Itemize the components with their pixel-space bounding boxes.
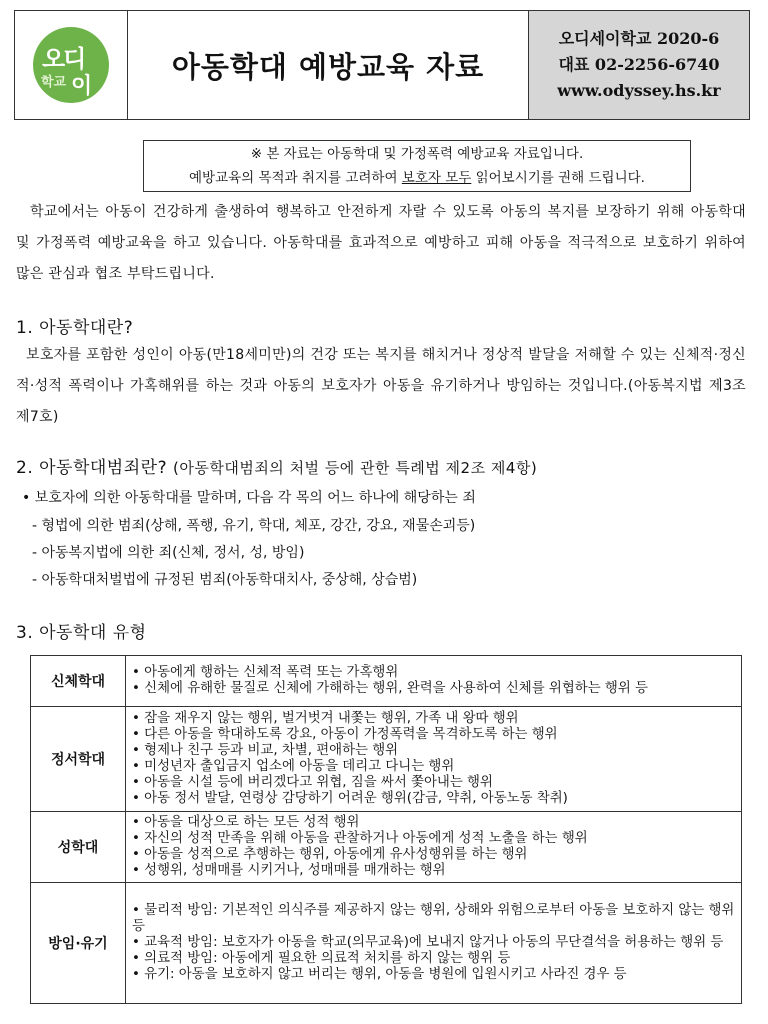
logo-text-right: 이 xyxy=(71,74,93,99)
section-2-heading xyxy=(16,453,537,478)
section-1-heading: 1. 아동학대란? xyxy=(16,318,134,338)
category-cell: 방임·유기 xyxy=(31,883,126,1004)
notice-line-2-pre: 예방교육의 목적과 취지를 고려하여 xyxy=(189,170,402,186)
section-2-title: 2. 아동학대범죄란? xyxy=(16,458,168,478)
school-url: www.odyssey.hs.kr xyxy=(557,81,721,100)
category-cell: 정서학대 xyxy=(31,707,126,812)
school-phone: 대표 02-2256-6740 xyxy=(558,55,720,74)
list-item: • 교육적 방임: 보호자가 아동을 학교(의무교육)에 보내지 않거나 아동의 무단결석을 허용하는 행위 등 xyxy=(132,934,724,950)
list-item: • 아동에게 행하는 신체적 폭력 또는 가혹행위 xyxy=(132,664,399,680)
list-item: • 아동 정서 발달, 연령상 감당하기 어려운 행위(감금, 약취, 아동노동 착취) xyxy=(132,790,568,806)
list-item: • 형제나 친구 등과 비교, 차별, 편애하는 행위 xyxy=(132,742,399,758)
table-row xyxy=(31,812,742,883)
section-3-heading: 3. 아동학대 유형 xyxy=(16,623,147,643)
list-item: • 성행위, 성매매를 시키거나, 성매매를 매개하는 행위 xyxy=(132,862,446,878)
table-row xyxy=(31,883,742,1004)
list-item: • 미성년자 출입금지 업소에 아동을 데리고 다니는 행위 xyxy=(132,758,455,774)
document-header xyxy=(14,10,750,120)
list-item: • 자신의 성적 만족을 위해 아동을 관찰하거나 아동에게 성적 노출을 하는 행위 xyxy=(132,830,588,846)
list-item: • 의료적 방임: 아동에게 필요한 의료적 처치를 하지 않는 행위 등 xyxy=(132,950,511,966)
table-row xyxy=(31,656,742,707)
school-info xyxy=(529,11,749,119)
title-cell xyxy=(128,11,529,119)
section-2-item: - 아동복지법에 의한 죄(신체, 정서, 성, 방임) xyxy=(32,545,305,561)
category-cell: 신체학대 xyxy=(31,656,126,707)
description-cell xyxy=(126,707,742,812)
category-cell: 성학대 xyxy=(31,812,126,883)
description-cell xyxy=(126,812,742,883)
list-item: • 유기: 아동을 보호하지 않고 버리는 행위, 아동을 병원에 입원시키고 사라진 경우 등 xyxy=(132,966,627,982)
notice-underline: 보호자 모두 xyxy=(401,170,472,186)
list-item: • 신체에 유해한 물질로 신체에 가해하는 행위, 완력을 사용하여 신체를 위협하는 행위 등 xyxy=(132,680,648,696)
school-logo xyxy=(33,27,109,103)
section-2-item: - 아동학대처벌법에 규정된 범죄(아동학대치사, 중상해, 상습범) xyxy=(32,572,418,588)
logo-text-top: 오디 xyxy=(42,45,85,73)
description-cell xyxy=(126,883,742,1004)
notice-line-1: ※ 본 자료는 아동학대 및 가정폭력 예방교육 자료입니다. xyxy=(250,146,584,162)
logo-cell xyxy=(15,11,128,119)
notice-box xyxy=(143,140,691,192)
section-2-bullet: • 보호자에 의한 아동학대를 말하며, 다음 각 목의 어느 하나에 해당하는 죄 xyxy=(22,490,476,506)
list-item: • 잠을 재우지 않는 행위, 벌거벗겨 내쫓는 행위, 가족 내 왕따 행위 xyxy=(132,710,519,726)
page-title: 아동학대 예방교육 자료 xyxy=(171,49,485,84)
list-item: • 아동을 대상으로 하는 모든 성적 행위 xyxy=(132,814,360,830)
notice-line-2 xyxy=(144,166,690,190)
list-item: • 아동을 시설 등에 버리겠다고 위협, 짐을 싸서 쫓아내는 행위 xyxy=(132,774,493,790)
logo-text-left: 학교 xyxy=(41,75,67,90)
abuse-types-table xyxy=(30,655,742,1004)
notice-line-2-post: 읽어보시기를 권해 드립니다. xyxy=(471,170,645,186)
list-item: • 다른 아동을 학대하도록 강요, 아동이 가정폭력을 목격하도록 하는 행위 xyxy=(132,726,558,742)
school-name: 오디세이학교 2020-6 xyxy=(558,29,720,48)
description-cell xyxy=(126,656,742,707)
table-row xyxy=(31,707,742,812)
list-item: • 아동을 성적으로 추행하는 행위, 아동에게 유사성행위를 하는 행위 xyxy=(132,846,528,862)
section-2-item: - 형법에 의한 범죄(상해, 폭행, 유기, 학대, 체포, 강간, 강요, 재물손괴등) xyxy=(32,518,476,534)
section-2-law-ref: (아동학대범죄의 처벌 등에 관한 특례법 제2조 제4항) xyxy=(173,459,538,477)
intro-paragraph: 학교에서는 아동이 건강하게 출생하여 행복하고 안전하게 자랄 수 있도록 아동의 복지를 보장하기 위해 아동학대 및 가정폭력 예방교육을 하고 있습니다. 아동학대를 효과적으로 예방하고 피해 아동을 적극적으로 보호하기 위하여 많은 관심과 협조 부탁드립니다. xyxy=(16,204,746,282)
section-1-body: 보호자를 포함한 성인이 아동(만18세미만)의 건강 또는 복지를 해치거나 정상적 발달을 저해할 수 있는 신체적·정신적·성적 폭력이나 가혹해위를 하는 것과 아동의 보호자가 아동을 유기하거나 방임하는 것입니다.(아동복지법 제3조 제7호) xyxy=(16,347,746,425)
list-item: • 물리적 방임: 기본적인 의식주를 제공하지 않는 행위, 상해와 위험으로부터 아동을 보호하지 않는 행위 등 xyxy=(132,902,735,934)
